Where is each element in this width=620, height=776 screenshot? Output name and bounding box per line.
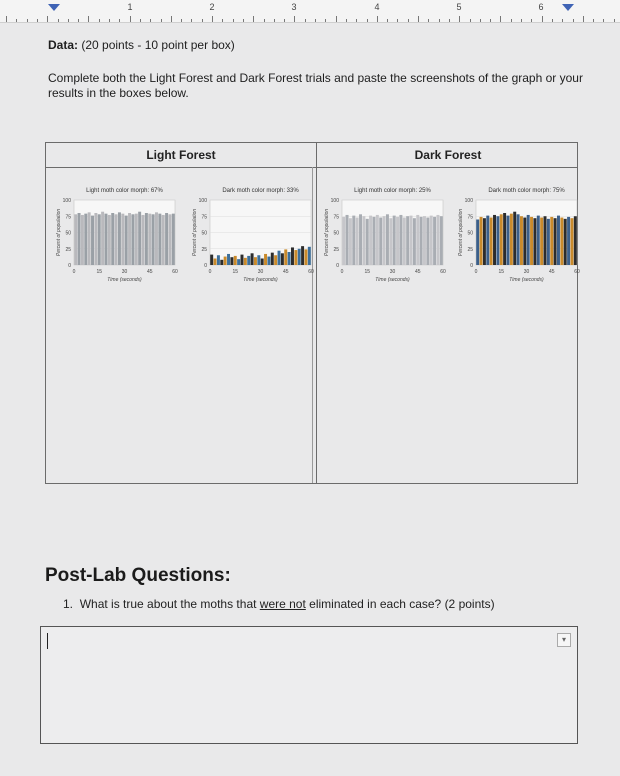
ruler-number: 5 xyxy=(456,2,462,12)
bar xyxy=(369,216,372,265)
chart-title: Dark moth color morph: 33% xyxy=(222,188,299,194)
bar xyxy=(254,257,257,265)
x-tick-label: 15 xyxy=(498,269,505,275)
bar xyxy=(278,251,281,265)
bar xyxy=(366,219,369,265)
bar xyxy=(115,214,118,265)
bar xyxy=(352,216,355,265)
dark-forest-header: Dark Forest xyxy=(414,148,482,162)
bar xyxy=(142,215,145,265)
bar xyxy=(410,216,413,265)
question-1-text-end: eliminated in each case? (2 points) xyxy=(305,597,495,611)
bar xyxy=(162,215,165,265)
bar xyxy=(396,217,399,265)
x-tick-label: 0 xyxy=(340,269,344,275)
y-tick-label: 75 xyxy=(201,214,207,221)
bar xyxy=(227,254,230,265)
bar xyxy=(527,215,530,265)
bar xyxy=(145,213,148,265)
bar xyxy=(128,213,131,265)
bar xyxy=(393,216,396,265)
bar xyxy=(554,218,557,265)
bar xyxy=(308,247,311,265)
bar xyxy=(101,212,104,265)
bar xyxy=(121,214,124,265)
bar xyxy=(210,255,213,265)
answer-box-question-1[interactable] xyxy=(40,626,578,744)
bar xyxy=(376,215,379,265)
bar xyxy=(379,218,382,265)
post-lab-title: Post-Lab Questions: xyxy=(45,565,231,586)
bar xyxy=(220,260,223,265)
bar xyxy=(530,217,533,265)
bar xyxy=(224,257,227,265)
bar xyxy=(359,214,362,265)
bar xyxy=(172,214,175,265)
bar xyxy=(74,214,77,265)
bar xyxy=(244,258,247,265)
bar xyxy=(373,217,376,265)
instructions-text: Complete both the Light Forest and Dark Forest trials and paste the screenshots of the graph or your results in the boxes below. xyxy=(48,71,583,100)
bar xyxy=(284,249,287,265)
y-tick-label: 25 xyxy=(467,246,473,253)
bar xyxy=(138,212,141,265)
y-tick-label: 75 xyxy=(65,214,71,221)
chart-title: Light moth color morph: 67% xyxy=(86,188,163,194)
y-tick-label: 0 xyxy=(204,263,207,269)
data-heading-detail: (20 points - 10 point per box) xyxy=(81,38,235,52)
y-tick-label: 75 xyxy=(333,214,339,221)
y-tick-label: 50 xyxy=(333,230,339,237)
question-1-emphasis: were not xyxy=(259,597,306,611)
bar xyxy=(420,217,423,265)
x-axis-label: Time (seconds) xyxy=(107,277,142,283)
bar xyxy=(430,216,433,265)
chart-title: Dark moth color morph: 75% xyxy=(488,188,565,194)
bar xyxy=(513,212,516,265)
bar xyxy=(217,255,220,265)
x-axis-label: Time (seconds) xyxy=(243,277,278,283)
bar xyxy=(152,214,155,265)
dark-forest-dark-moth-chart[interactable] xyxy=(456,182,581,287)
bar xyxy=(105,214,108,265)
x-axis-label: Time (seconds) xyxy=(509,277,544,283)
x-tick-label: 60 xyxy=(172,269,178,275)
ruler-number: 1 xyxy=(127,2,133,12)
x-tick-label: 15 xyxy=(232,269,239,275)
bar xyxy=(423,216,426,265)
y-tick-label: 50 xyxy=(201,230,207,237)
y-tick-label: 100 xyxy=(330,198,339,204)
chart-svg xyxy=(456,182,581,287)
ruler-number: 4 xyxy=(374,2,380,12)
bar xyxy=(560,218,563,265)
bar xyxy=(574,216,577,265)
bar xyxy=(267,257,270,265)
x-tick-label: 60 xyxy=(308,269,314,275)
bar xyxy=(436,215,439,265)
bar xyxy=(486,216,489,265)
bar xyxy=(230,257,233,265)
bar xyxy=(158,214,161,265)
bar xyxy=(399,215,402,265)
bar xyxy=(523,218,526,265)
bar xyxy=(274,255,277,265)
y-axis-label: Percent of population xyxy=(458,208,464,257)
bar xyxy=(476,220,479,266)
x-tick-label: 45 xyxy=(146,269,153,275)
bar xyxy=(168,214,171,265)
bar xyxy=(483,218,486,265)
bar xyxy=(98,214,101,265)
dropdown-arrow-icon[interactable]: ▾ xyxy=(557,633,571,647)
bar xyxy=(111,213,114,265)
y-tick-label: 50 xyxy=(65,230,71,237)
x-tick-label: 0 xyxy=(72,269,76,275)
x-tick-label: 45 xyxy=(548,269,555,275)
y-tick-label: 0 xyxy=(68,263,71,269)
bar xyxy=(547,219,550,265)
x-tick-label: 45 xyxy=(414,269,421,275)
bar xyxy=(288,252,291,265)
y-tick-label: 100 xyxy=(198,198,207,204)
bar xyxy=(480,217,483,265)
bar xyxy=(496,216,499,265)
bar xyxy=(281,253,284,265)
bar xyxy=(349,218,352,265)
ruler-number: 2 xyxy=(209,2,215,12)
bar xyxy=(500,214,503,265)
y-tick-label: 0 xyxy=(336,263,339,269)
bar xyxy=(234,256,237,265)
bar xyxy=(294,250,297,265)
x-tick-label: 60 xyxy=(440,269,446,275)
bar xyxy=(533,218,536,265)
bar xyxy=(94,213,97,265)
bar xyxy=(165,213,168,265)
bar xyxy=(247,256,250,265)
bar xyxy=(346,215,349,265)
bar xyxy=(426,218,429,265)
bar xyxy=(416,215,419,265)
bar xyxy=(356,218,359,265)
bar xyxy=(298,249,301,265)
x-tick-label: 60 xyxy=(574,269,580,275)
bar xyxy=(564,219,567,265)
bar xyxy=(84,214,87,265)
light-forest-header: Light Forest xyxy=(146,148,216,162)
y-tick-label: 25 xyxy=(333,246,339,253)
x-tick-label: 30 xyxy=(257,269,264,275)
x-tick-label: 0 xyxy=(474,269,478,275)
y-axis-label: Percent of population xyxy=(56,208,62,257)
data-heading xyxy=(48,38,235,52)
bar xyxy=(125,216,128,265)
bar xyxy=(118,212,121,265)
bar xyxy=(540,218,543,265)
bar xyxy=(251,253,254,265)
bar xyxy=(406,216,409,265)
bar xyxy=(155,212,158,265)
bar xyxy=(264,254,267,265)
bar xyxy=(135,214,138,265)
bar xyxy=(557,216,560,265)
light-forest-light-moth-chart[interactable] xyxy=(54,182,179,287)
bar xyxy=(403,218,406,265)
bar xyxy=(291,247,294,265)
ruler-number: 3 xyxy=(291,2,297,12)
bar xyxy=(544,216,547,265)
bar xyxy=(490,218,493,265)
bar xyxy=(257,255,260,265)
x-tick-label: 15 xyxy=(364,269,371,275)
y-tick-label: 75 xyxy=(467,214,473,221)
bar xyxy=(383,216,386,265)
bar xyxy=(271,253,274,265)
bar xyxy=(131,214,134,265)
x-tick-label: 0 xyxy=(208,269,212,275)
bar xyxy=(342,217,345,265)
y-axis-label: Percent of population xyxy=(192,208,198,257)
bar xyxy=(389,218,392,265)
y-tick-label: 0 xyxy=(470,263,473,269)
question-1-number: 1. xyxy=(63,597,74,611)
x-axis-label: Time (seconds) xyxy=(375,277,410,283)
text-cursor xyxy=(47,633,48,649)
x-tick-label: 45 xyxy=(282,269,289,275)
bar xyxy=(78,213,81,265)
bar xyxy=(304,249,307,265)
chart-svg xyxy=(322,182,447,287)
y-tick-label: 100 xyxy=(62,198,71,204)
bar xyxy=(517,214,520,265)
bar xyxy=(386,214,389,265)
question-1 xyxy=(63,597,495,611)
bar xyxy=(570,218,573,265)
y-tick-label: 25 xyxy=(201,246,207,253)
bar xyxy=(362,216,365,265)
y-tick-label: 100 xyxy=(464,198,473,204)
y-tick-label: 25 xyxy=(65,246,71,253)
bar xyxy=(88,212,91,265)
x-tick-label: 30 xyxy=(389,269,396,275)
bar xyxy=(413,218,416,265)
bar xyxy=(550,217,553,265)
bar xyxy=(520,216,523,265)
x-tick-label: 15 xyxy=(96,269,103,275)
bar xyxy=(433,217,436,265)
bar xyxy=(81,215,84,265)
bar xyxy=(148,214,151,265)
x-tick-label: 30 xyxy=(121,269,128,275)
bar xyxy=(507,216,510,265)
bar xyxy=(537,216,540,265)
bar xyxy=(301,246,304,265)
y-tick-label: 50 xyxy=(467,230,473,237)
bar xyxy=(503,213,506,265)
bar xyxy=(91,216,94,265)
y-axis-label: Percent of population xyxy=(324,208,330,257)
x-tick-label: 30 xyxy=(523,269,530,275)
bar xyxy=(567,217,570,265)
bar xyxy=(493,215,496,265)
bar xyxy=(440,216,443,265)
bar xyxy=(241,255,244,265)
bar xyxy=(108,215,111,265)
chart-title: Light moth color morph: 25% xyxy=(354,188,431,194)
data-heading-label: Data: xyxy=(48,38,79,52)
dark-forest-light-moth-chart[interactable] xyxy=(322,182,447,287)
table-divider xyxy=(316,143,317,483)
ruler-number: 6 xyxy=(538,2,544,12)
chart-svg xyxy=(190,182,315,287)
chart-svg xyxy=(54,182,179,287)
bar xyxy=(510,214,513,265)
bar xyxy=(237,259,240,265)
question-1-text-start: What is true about the moths that xyxy=(79,597,260,611)
bar xyxy=(214,259,217,266)
bar xyxy=(261,259,264,266)
light-forest-dark-moth-chart[interactable] xyxy=(190,182,315,287)
